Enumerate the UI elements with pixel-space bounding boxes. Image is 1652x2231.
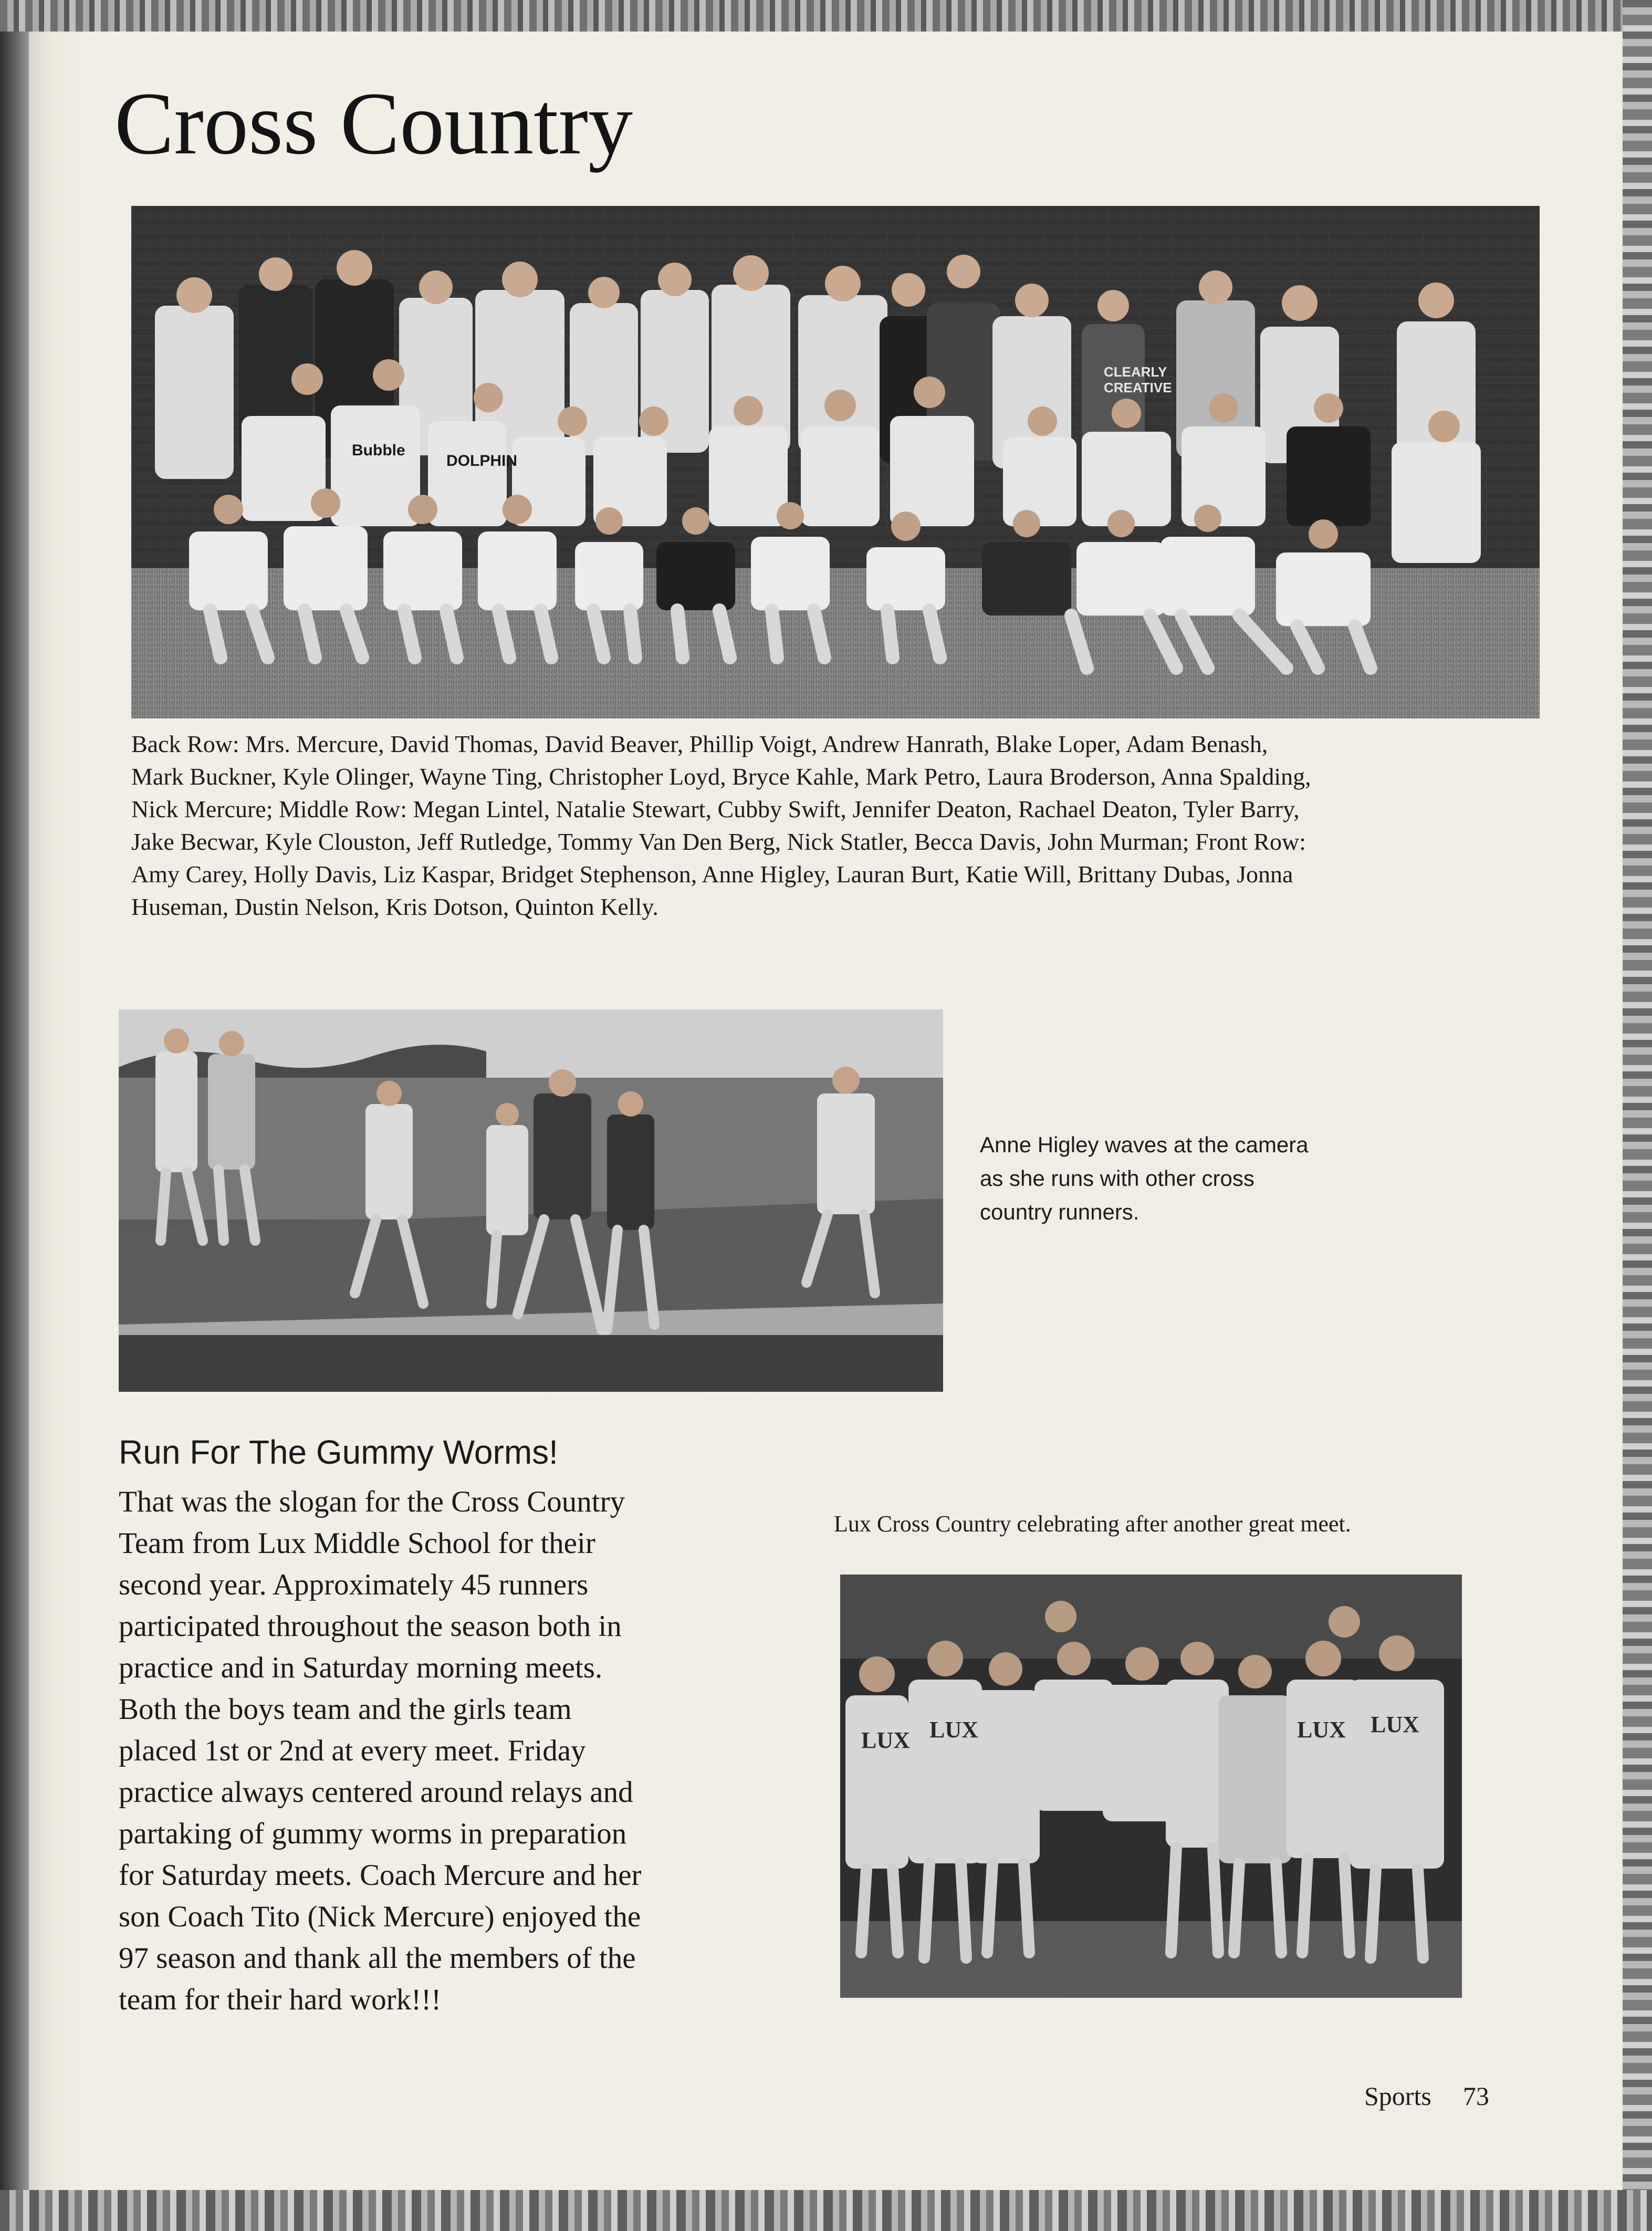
caption-line: Anne Higley waves at the camera (980, 1132, 1309, 1157)
shirt-print-bubble: Bubble (352, 442, 405, 459)
caption-line: Mark Buckner, Kyle Olinger, Wayne Ting, Christopher Loyd, Bryce Kahle, Mark Petro, Laura Broderson, Anna Spalding, (131, 763, 1311, 790)
team-photo-caption (131, 728, 1528, 923)
story-line: Team from Lux Middle School for their (119, 1527, 595, 1560)
team-photo (131, 206, 1540, 718)
page-title: Cross Country (114, 74, 633, 173)
caption-line: as she runs with other cross (980, 1166, 1254, 1191)
running-photo-image (119, 1009, 943, 1392)
celebration-photo-caption: Lux Cross Country celebrating after another great meet. (834, 1511, 1351, 1537)
story-line: participated throughout the season both in (119, 1610, 622, 1643)
story-line: practice and in Saturday morning meets. (119, 1651, 603, 1684)
shirt-print-lux: LUX (861, 1727, 910, 1753)
scan-binding-left (0, 0, 29, 2231)
page-folio (1364, 2083, 1489, 2109)
shirt-print-lux: LUX (929, 1717, 978, 1743)
story-line: son Coach Tito (Nick Mercure) enjoyed the (119, 1900, 641, 1933)
story-headline: Run For The Gummy Worms! (119, 1433, 558, 1471)
page-number: 73 (1462, 2081, 1489, 2111)
story-line: Both the boys team and the girls team (119, 1693, 572, 1726)
caption-line: Amy Carey, Holly Davis, Liz Kaspar, Bridget Stephenson, Anne Higley, Lauran Burt, Katie Will, Brittany Dubas, Jonna (131, 861, 1293, 888)
story-line: That was the slogan for the Cross Country (119, 1485, 625, 1518)
story-body (119, 1481, 738, 2020)
story-line: for Saturday meets. Coach Mercure and her (119, 1859, 642, 1892)
story-line: team for their hard work!!! (119, 1983, 442, 2016)
scan-binding-right (1623, 0, 1652, 2231)
story-line: partaking of gummy worms in preparation (119, 1817, 627, 1850)
caption-line: Jake Becwar, Kyle Clouston, Jeff Rutledge, Tommy Van Den Berg, Nick Statler, Becca Davis, John Murman; Front Row: (131, 828, 1306, 855)
caption-line: country runners. (980, 1200, 1139, 1224)
caption-line: Nick Mercure; Middle Row: Megan Lintel, Natalie Stewart, Cubby Swift, Jennifer Deaton, Rachael Deaton, Tyler Barry, (131, 796, 1300, 822)
story-line: second year. Approximately 45 runners (119, 1568, 589, 1601)
shirt-print-clearly: CLEARLY (1104, 364, 1167, 380)
running-photo (119, 1009, 943, 1392)
story-line: 97 season and thank all the members of the (119, 1942, 636, 1975)
caption-line: Back Row: Mrs. Mercure, David Thomas, David Beaver, Phillip Voigt, Andrew Hanrath, Blake Loper, Adam Benash, (131, 731, 1268, 757)
celebration-photo-image (840, 1575, 1462, 1998)
team-photo-image (131, 206, 1540, 718)
story-line: placed 1st or 2nd at every meet. Friday (119, 1734, 586, 1767)
shirt-print-lux: LUX (1371, 1712, 1419, 1737)
scan-binding-top (0, 0, 1652, 32)
folio-section: Sports (1364, 2081, 1431, 2111)
celebration-photo (840, 1575, 1462, 1998)
shirt-print-dolphin: DOLPHIN (446, 452, 517, 470)
caption-line: Huseman, Dustin Nelson, Kris Dotson, Quinton Kelly. (131, 893, 658, 920)
running-photo-caption (980, 1128, 1337, 1229)
shirt-print-creative: CREATIVE (1104, 380, 1172, 395)
scan-binding-bottom (0, 2190, 1652, 2231)
shirt-print-lux: LUX (1297, 1717, 1346, 1743)
story-line: practice always centered around relays and (119, 1776, 633, 1809)
